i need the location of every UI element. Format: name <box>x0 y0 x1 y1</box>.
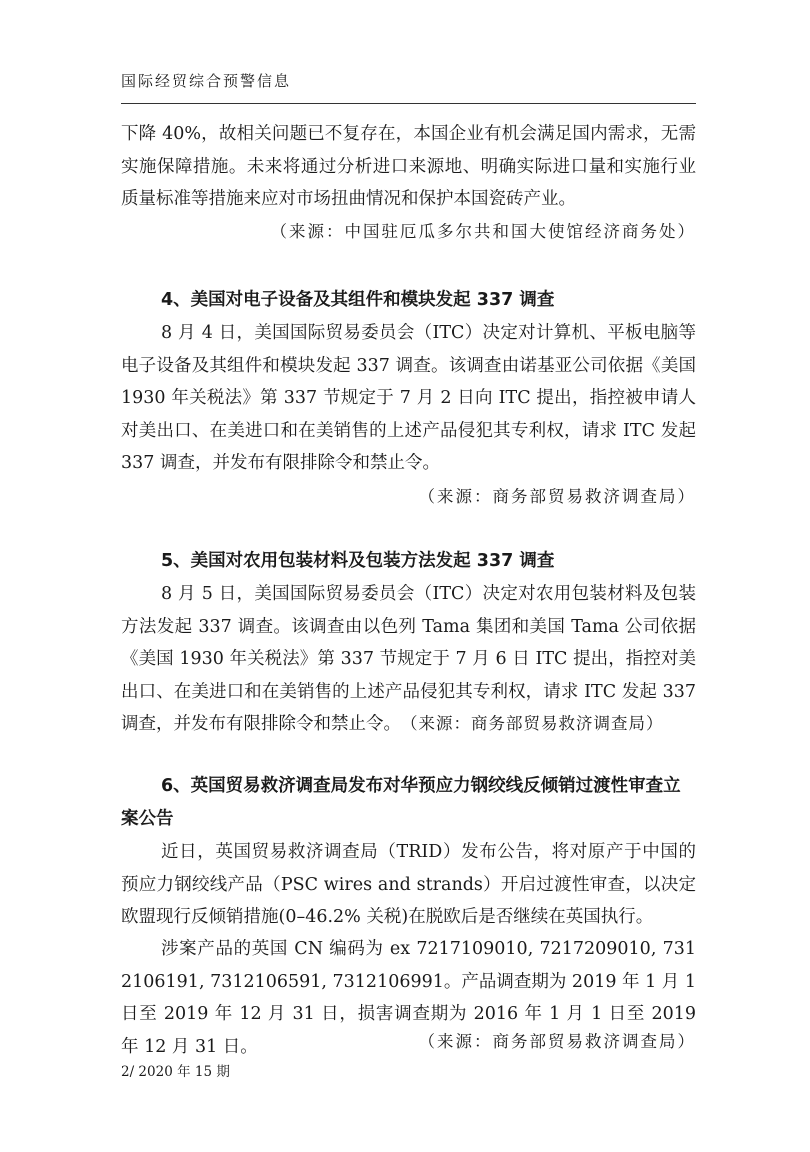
intro-paragraph: 下降 40%，故相关问题已不复存在，本国企业有机会满足国内需求，无需实施保障措施。未来将通过分析进口来源地、明确实际进口量和实施行业质量标准等措施来应对市场扭曲情况和保护本国瓷砖产业。 <box>121 124 696 209</box>
section-5-paragraph: 8 月 5 日，美国国际贸易委员会（ITC）决定对农用包装材料及包装方法发起 337 调查。该调查由以色列 Tama 集团和美国 Tama 公司依据《美国 1930 年关税法》第 337 节规定于 7 月 6 日 ITC 提出，指控对美出口、在美进口和在美销售的上述产品侵犯其专利权，请求 ITC 发起 337 调查，并发布有限排除令和禁止令。（来源：商务部贸易救济调查局） <box>121 584 696 734</box>
intro-source: （来源：中国驻厄瓜多尔共和国大使馆经济商务处） <box>270 222 696 241</box>
section-4-paragraph: 8 月 4 日，美国国际贸易委员会（ITC）决定对计算机、平板电脑等电子设备及其组件和模块发起 337 调查。该调查由诺基亚公司依据《美国 1930 年关税法》第 337 节规定于 7 月 2 日向 ITC 提出，指控被申请人对美出口、在美进口和在美销售的上述产品侵犯其专利权，请求 ITC 发起 337 调查，并发布有限排除令和禁止令。 <box>121 323 696 473</box>
section-4-title: 4、美国对电子设备及其组件和模块发起 337 调查 <box>161 290 555 310</box>
section-4-source: （来源：商务部贸易救济调查局） <box>418 487 696 506</box>
page-footer: 2/ 2020 年 15 期 <box>121 1064 230 1080</box>
running-header: 国际经贸综合预警信息 <box>121 72 292 90</box>
section-5-source: （来源：商务部贸易救济调查局） <box>401 714 664 733</box>
section-6-source: （来源：商务部贸易救济调查局） <box>418 1032 696 1051</box>
section-5-title: 5、美国对农用包装材料及包装方法发起 337 调查 <box>161 551 555 571</box>
section-6-paragraph-1: 近日，英国贸易救济调查局（TRID）发布公告，将对原产于中国的预应力钢绞线产品（PSC wires and strands）开启过渡性审查，以决定欧盟现行反倾销措施(0–46.2% 关税)在脱欧后是否继续在英国执行。 <box>121 842 696 927</box>
section-6-paragraph-2: 涉案产品的英国 CN 编码为 ex 7217109010, 7217209010, 7312106191, 7312106591, 7312106991。产品调查期为 2019 年 1 月 1 日至 2019 年 12 月 31 日，损害调查期为 2016 年 1 月 1 日至 2019 年 12 月 31 日。 <box>121 939 696 1057</box>
header-divider <box>121 103 696 104</box>
section-6-title: 6、英国贸易救济调查局发布对华预应力钢绞线反倾销过渡性审查立案公告 <box>121 776 681 829</box>
